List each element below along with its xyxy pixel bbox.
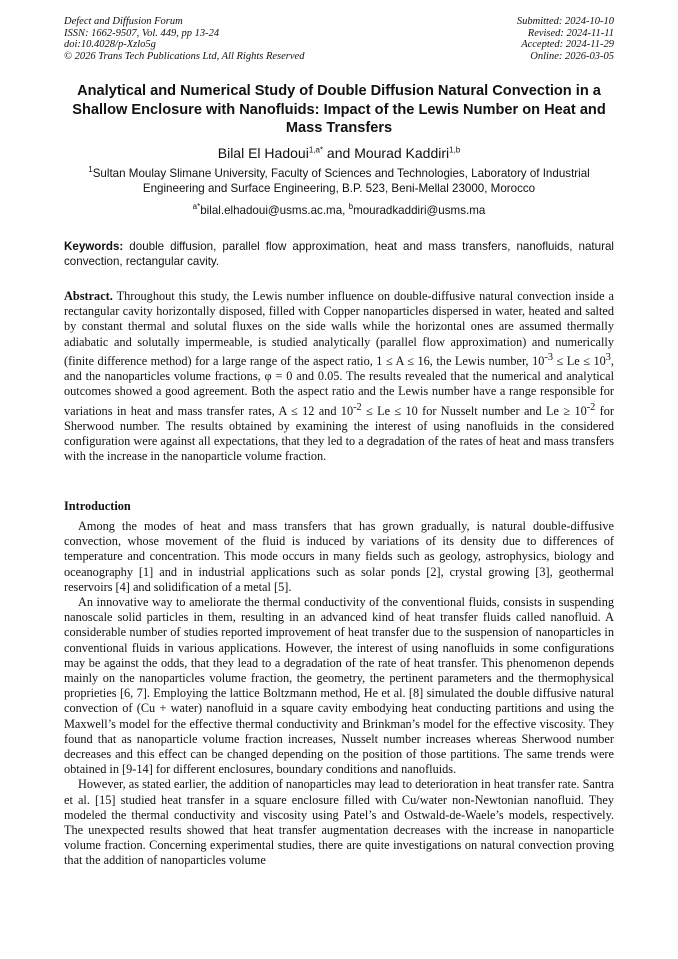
abstract-text: ≤ Le ≤ 10 for Nusselt number and Le ≥ 10 [361, 403, 587, 418]
copyright: © 2026 Trans Tech Publications Ltd, All Rights Reserved [64, 50, 305, 62]
journal-name: Defect and Diffusion Forum [64, 16, 183, 27]
keywords [64, 239, 614, 269]
affiliation-mark: 1 [88, 165, 93, 175]
keywords-text: double diffusion, parallel flow approximation, heat and mass transfers, nanofluids, natural convection, rectangular cavity. [64, 240, 614, 268]
paper-title: Analytical and Numerical Study of Double Diffusion Natural Convection in a Shallow Enclosure with Nanofluids: Impact of the Lewis Number on Heat and Mass Transfers [72, 83, 606, 136]
abstract-label: Abstract. [64, 289, 113, 303]
author-affiliation-mark: 1,a* [308, 145, 324, 155]
paragraph: An innovative way to ameliorate the thermal conductivity of the conventional fluids, consists in suspending nanoscale solid particles in them, resulting in an advanced kind of heat transfer fluids called nanofluid. A considerable number of studies reported improvement of heat transfer due to the suspension of nanoparticles in conventional fluids in various applications. However, the interest of using nanofluids in some configurations may be against the odds, that they lead to a degradation of the rate of heat transfer. This phenomenon depends mainly on the nanoparticles volume fraction, the geometry, the pertinent parameters and the thermophysical proprieties [6, 7]. Employing the lattice Boltzmann method, He et al. [8] simulated the double diffusive natural convection of (Cu + water) nanofluid in a square cavity embodying heat conducting partitions and using the Maxwell’s model for the effective thermal conductivity and Brinkman’s model for the effective viscosity. They found that as nanoparticle volume fraction increases, Nusselt number increases whereas Sherwood number decreases and this effect can be changed depending on the position of those partitions. The same trends were obtained in [9-14] for different enclosures, boundary conditions and nanofluids. [64, 595, 614, 777]
introduction-heading: Introduction [64, 499, 131, 513]
author-connector: and [323, 145, 355, 161]
exponent: -3 [544, 351, 553, 363]
exponent: -2 [353, 401, 362, 413]
paragraph: Among the modes of heat and mass transfers that has grown gradually, is natural double-diffusive convection, whose movement of the fluid is induced by variations of its density due to differences of temperature and concentration. This mode occurs in many fields such as geology, astrophysics, biology and oceanography [1] and in industrial applications such as solar ponds [2], crystal growing [3], geothermal reservoirs [4] and solidification of a metal [5]. [64, 519, 614, 594]
author-emails [60, 204, 618, 218]
doi: doi:10.4028/p-Xzlo5g [64, 39, 156, 51]
abstract [64, 289, 614, 464]
online-date: Online: 2026-03-05 [530, 50, 614, 62]
journal-info [64, 16, 304, 62]
keywords-label: Keywords: [64, 240, 124, 253]
exponent: 3 [605, 351, 611, 363]
abstract-text: Throughout this study, the Lewis number influence on double-diffusive natural convection inside a rectangular cavity horizontally disposed, filled with Copper nanoparticles dispersed in water, heated and salted by constant thermal and solutal fluxes on the side walls while the horizontal ones are assumed thermally adiabatic and solutally impermeable, is studied analytically (parallel flow approximation) and numerically (finite difference method) for a large range of the aspect ratio, 1 ≤ A ≤ 16, the Lewis number, 10 [64, 289, 614, 368]
email-author1: bilal.elhadoui@usms.ac.ma, [200, 204, 349, 217]
email-mark: a* [192, 202, 201, 212]
abstract-text: for Sherwood number. The results obtained by examining the interest of using nanofluids in the considered configuration were against all expectations, that they led to a degradation of the rates of heat and mass transfers with the increase in the nanoparticle volume fraction. [64, 403, 614, 464]
publication-dates [517, 16, 614, 62]
affiliation-text: Sultan Moulay Slimane University, Faculty of Sciences and Technologies, Laboratory of Industrial Engineering and Surface Engineering, B.P. 523, Beni-Mellal 23000, Morocco [92, 167, 590, 195]
email-mark: b [348, 202, 354, 212]
email-author2: mouradkaddiri@usms.ma [353, 204, 486, 217]
exponent: -2 [586, 401, 596, 413]
author-name: Mourad Kaddiri [354, 145, 450, 161]
paragraph: However, as stated earlier, the addition of nanoparticles may lead to deterioration in heat transfer rate. Santra et al. [15] studied heat transfer in a square enclosure filled with Cu/water non-Newtonian nanofluid. They modeled the thermal conductivity and viscosity using Patel’s and Ostwald-de-Waele’s models, respectively. The unexpected results showed that heat transfer augmentation decreases with the increase in nanoparticle volume fraction. Concerning experimental studies, there are quite investigations on natural convection proving that the addition of nanoparticles volume [64, 777, 614, 868]
revised-date: Revised: 2024-11-11 [527, 27, 614, 39]
issn: ISSN: 1662-9507, Vol. 449, pp 13-24 [64, 27, 220, 39]
submitted-date: Submitted: 2024-10-10 [516, 16, 614, 27]
abstract-text: ≤ Le ≤ 10 [552, 353, 606, 368]
affiliation [60, 166, 618, 196]
abstract-text: , and the nanoparticles volume fractions, φ = 0 and 0.05. The results revealed that the numerical and analytical outcomes showed a good agreement. Both the aspect ratio and the Lewis number have a range responsible for variations in heat and mass transfer rates, A ≤ 12 and 10 [64, 353, 614, 418]
accepted-date: Accepted: 2024-11-29 [521, 39, 614, 51]
author-name: Bilal El Hadoui [217, 145, 309, 161]
author-affiliation-mark: 1,b [449, 145, 461, 155]
introduction-body [64, 519, 614, 869]
author-list [40, 144, 638, 162]
